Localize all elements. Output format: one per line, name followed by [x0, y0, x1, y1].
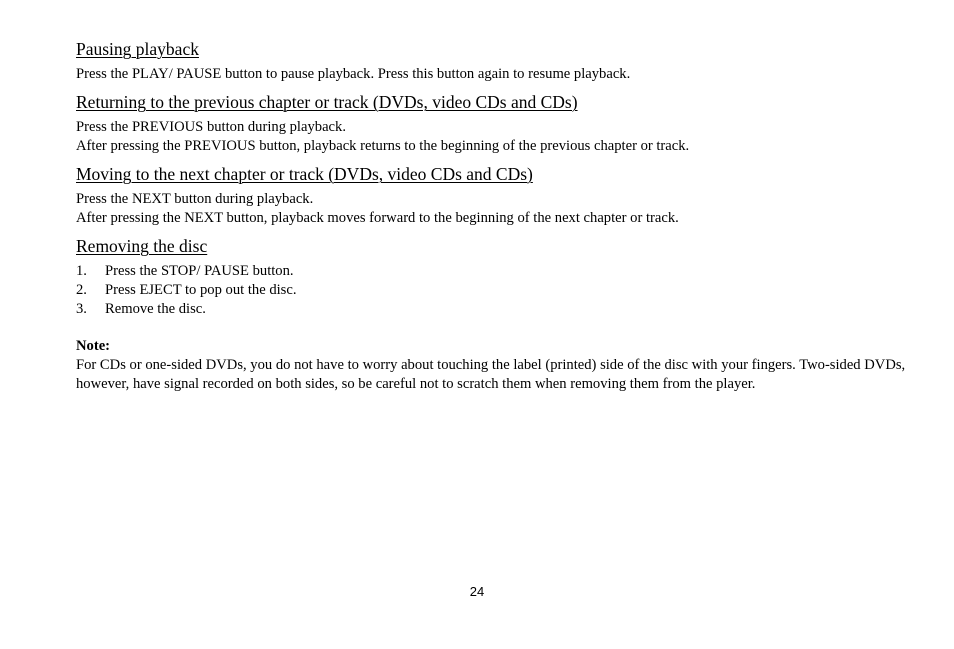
section-heading: Moving to the next chapter or track (DVDs, video CDs and CDs): [76, 164, 533, 184]
paragraph-line: After pressing the NEXT button, playback moves forward to the beginning of the next chapter or track.: [76, 210, 679, 226]
section-pausing-playback: [76, 37, 918, 84]
section-removing-disc: [76, 234, 918, 319]
section-heading: Removing the disc: [76, 236, 208, 256]
section-heading: Returning to the previous chapter or track (DVDs, video CDs and CDs): [76, 92, 578, 112]
note-text: For CDs or one-sided DVDs, you do not have to worry about touching the label (printed) side of the disc with your fingers. Two-sided DVDs, however, have signal recorded on both sides, so be careful not to scratch them when removing them from the player.: [76, 357, 906, 392]
paragraph-line: Press the NEXT button during playback.: [76, 191, 314, 207]
page-number: 24: [469, 584, 485, 599]
numbered-steps-list: [76, 262, 918, 319]
note-block: [76, 337, 918, 394]
manual-page-content: [76, 37, 918, 394]
section-heading: Pausing playback: [76, 39, 199, 59]
note-label: Note:: [76, 338, 111, 354]
step-number: 3.: [76, 301, 87, 317]
step-text: Press EJECT to pop out the disc.: [105, 282, 297, 298]
section-previous-chapter: [76, 90, 918, 156]
paragraph-line: Press the PLAY/ PAUSE button to pause playback. Press this button again to resume playback.: [76, 66, 631, 82]
step-number: 1.: [76, 263, 87, 279]
paragraph-line: Press the PREVIOUS button during playback.: [76, 119, 346, 135]
step-text: Press the STOP/ PAUSE button.: [105, 263, 294, 279]
paragraph-line: After pressing the PREVIOUS button, playback returns to the beginning of the previous chapter or track.: [76, 138, 690, 154]
list-item: [76, 281, 918, 300]
step-text: Remove the disc.: [105, 301, 206, 317]
step-number: 2.: [76, 282, 87, 298]
section-next-chapter: [76, 162, 918, 228]
list-item: [76, 300, 918, 319]
list-item: [76, 262, 918, 281]
